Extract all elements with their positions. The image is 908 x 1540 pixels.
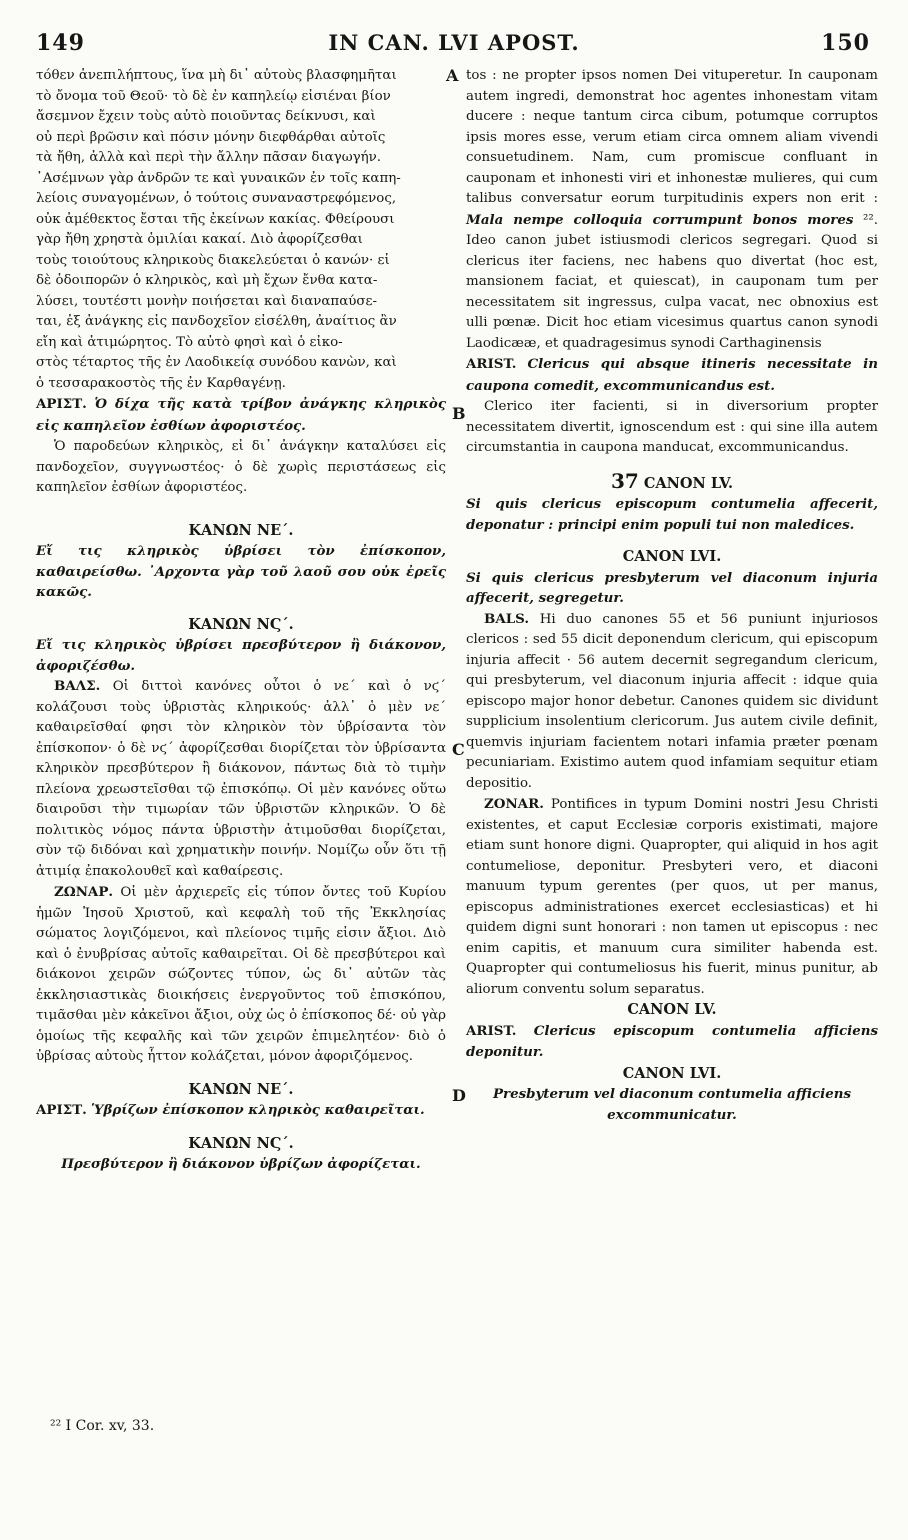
greek-summary-55-heading: ΚΑΝΩΝ ΝΕ΄. (188, 1080, 294, 1098)
greek-line: ἄσεμνον ἔχειν τοὺς αὐτὸ ποιοῦντας δείκνυσι, καὶ (36, 109, 376, 124)
greek-canon-55-heading: ΚΑΝΩΝ ΝΕ΄. (188, 521, 294, 539)
latin-arist-comment: Clerico iter facienti, si in diversorium propter necessitatem divertit, ignoscendum est : qui sine illa autem circumstantia in caupona manducat, excommunicandus. (466, 399, 878, 455)
greek-canon-55-text: Εἴ τις κληρικὸς ὑβρίσει τὸν ἐπίσκοπον, καθαιρείσθω. ᾽Αρχοντα γὰρ τοῦ λαοῦ σου οὐκ ἐρεῖς κακῶς. (36, 543, 446, 600)
bals-text: Hi duo canones 55 et 56 puniunt injuriosos clericos : sed 55 dicit deponendum clericum, qui episcopum injuria affecit · 56 autem decernit segregandum clericum, qui presbyterum, vel diaconum injuria affecit : idque quia episcopo major honor debetur. Canones quidem sic dividunt supplicium insolentium clericorum. Jus autem civile definit, quemvis injuriam facientem notari infamia præter pœnam pecuniariam. Existimo autem quod infamiam sequitur etiam depositio. (466, 611, 878, 791)
greek-line: οὐ περὶ βρῶσιν καὶ πόσιν μόνην διεφθάρθαι αὐτοῖς (36, 129, 386, 145)
margin-letter-d: D (452, 1086, 466, 1105)
latin-canon-55-heading (466, 468, 878, 495)
latin-balsamon-commentary (466, 609, 878, 795)
arist-label: ARIST. (466, 356, 517, 372)
page-number-right: 150 (821, 30, 870, 56)
footnote-ref: ²². (853, 212, 879, 228)
latin-intro-text: tos : ne propter ipsos nomen Dei vituperetur. In cauponam autem ingredi, demonstrat hoc agentes inhonestam vitam ducere : neque tantum circa cibum, potumque corruptos ipsis mores esse, verum etiam circa omnem aliam vivendi consuetudinem. Nam, cum promiscue confluant in cauponam et inhonesti viri et inhonestæ mulieres, qui cum talibus conversatur eorum turpitudinis expers non erit : (466, 68, 878, 206)
greek-line: εἴη καὶ ἀτιμώρητος. Τὸ αὐτὸ φησὶ καὶ ὁ εἰκο- (36, 334, 343, 350)
latin-zonaras-commentary (466, 794, 878, 1000)
greek-zonaras-commentary (36, 882, 446, 1068)
greek-column (36, 66, 446, 1175)
latin-canon-55-text: Si quis clericus episcopum contumelia affecerit, deponatur : principi enim populi tui non maledices. (466, 496, 878, 533)
running-header (0, 30, 908, 64)
greek-balsamon-commentary (36, 676, 446, 882)
marginal-number: 37 (610, 468, 639, 493)
latin-summary-55-heading: CANON LV. (627, 1001, 717, 1018)
greek-line: λείοις συναγομένων, ὁ τούτοις συναναστρεφόμενος, (36, 191, 397, 206)
greek-line: ται, ἐξ ἀνάγκης εἰς πανδοχεῖον εἰσέλθη, ἀναίτιος ἂν (36, 314, 397, 329)
greek-line: οὐκ ἀμέθεκτος ἔσται τῆς ἐκείνων κακίας. Φθείρουσι (36, 211, 395, 227)
arist-label: ΑΡΙΣΤ. (36, 1102, 87, 1118)
margin-letter-a: A (446, 66, 459, 85)
canon-title: CANON LV. (643, 474, 734, 492)
latin-canon-56-text: Si quis clericus presbyterum vel diaconum injuria affecerit, segregetur. (466, 569, 878, 606)
running-title: IN CAN. LVI APOST. (328, 30, 580, 55)
greek-line: γὰρ ἤθη χρηστὰ ὁμιλίαι κακαί. Διὸ ἀφορίζεσθαι (36, 232, 363, 247)
arist-text: Ὁ δίχα τῆς κατὰ τρίβον ἀνάγκης κληρικὸς εἰς καπηλεῖον ἐσθίων ἀφοριστέος. (36, 396, 447, 434)
margin-letter-c: C (452, 740, 465, 759)
zonar-label: ZONAR. (484, 796, 544, 812)
summary-text: Ὑβρίζων ἐπίσκοπον κληρικὸς καθαιρεῖται. (91, 1102, 425, 1118)
greek-line: τόθεν ἀνεπιλήπτους, ἵνα μὴ δι᾽ αὐτοὺς βλασφημῆται (36, 68, 397, 83)
footnote: ²² I Cor. xv, 33. (50, 1418, 155, 1434)
greek-line: τὰ ἤθη, ἀλλὰ καὶ περὶ τὴν ἄλλην πᾶσαν διαγωγήν. (36, 150, 382, 165)
greek-arist-summary (36, 394, 446, 437)
bals-text: Οἱ διττοὶ κανόνες οὗτοι ὁ νε΄ καὶ ὁ νϛ΄ κολάζουσι τοὺς ὑβριστὰς κληρικούς· ἀλλ᾽ ὁ μὲν νε΄ καθαιρεῖσθαί φησι τὸν κληρικὸν τὸν ὑβρίσαντα τὸν ἐπίσκοπον· ὁ δὲ νϛ΄ ἀφορίζεσθαι διορίζεται τὸν ὑβρίσαντα κληρικὸν πρεσβύτερον ἢ διάκονον, πάντως διὰ τὸ τιμὴν πλείονα χρεωστεῖσθαι τῷ ἐπισκόπῳ. Οἱ μὲν κανόνες οὕτω διαιροῦσι τὴν τιμωρίαν τῶν ὑβριστῶν κληρικῶν. Ὁ δὲ πολιτικὸς νόμος πάντα ὑβριστὴν ἀτιμοῦσθαι διορίζεται, σὺν τῷ διδόναι καὶ χρηματικὴν ποινήν. Νομίζω οὖν ὅτι τῇ ἀτιμίᾳ ἐπακολουθεῖ καὶ καθαίρεσις. (36, 679, 446, 879)
greek-line: δὲ ὁδοιπορῶν ὁ κληρικὸς, καὶ μὴ ἔχων ἔνθα κατα- (36, 273, 378, 288)
greek-line: τὸ ὄνομα τοῦ Θεοῦ· τὸ δὲ ἐν καπηλείῳ εἰσιέναι βίον (36, 88, 391, 104)
bals-label: BALS. (484, 610, 529, 627)
latin-column (466, 66, 878, 1125)
latin-summary-56: Presbyterum vel diaconum contumelia afficiens excommunicatur. (492, 1086, 852, 1123)
arist-label: ΑΡΙΣΤ. (36, 396, 87, 412)
zonar-text: Οἱ μὲν ἀρχιερεῖς εἰς τύπον ὄντες τοῦ Κυρίου ἡμῶν Ἰησοῦ Χριστοῦ, καὶ κεφαλὴ τοῦ τῆς Ἐκκλησίας σώματος λογιζόμενοι, καὶ πλείονος τιμῆς εἰσιν ἄξιοι. Διὸ καὶ ὁ ἐνυβρίσας αὐτοῖς καθαιρεῖται. Οἱ δὲ πρεσβύτεροι καὶ διάκονοι χειρῶν σώζοντες τύπον, ὡς δι᾽ αὐτῶν τὰς ἐκκλησιαστικὰς διοικήσεις ἐνεργοῦντος τοῦ ἐπισκόπου, τιμᾶσθαι μὲν κἀκεῖνοι ἄξιοι, οὐχ ὡς ὁ ἐπίσκοπος δέ· οὐ γὰρ ὁμοίως τῆς κεφαλῆς καὶ τῶν χειρῶν ἐπιμελητέον· διὸ ὁ ὑβρίσας αὐτοὺς ἧττον κολάζεται, μόνον ἀφοριζόμενος. (36, 885, 446, 1064)
zonar-label: ΖΩΝΑΡ. (54, 884, 114, 900)
greek-line: λύσει, τουτέστι μονὴν ποιήσεται καὶ διαναπαύσε- (36, 293, 378, 309)
zonar-text: Pontifices in typum Domini nostri Jesu Christi existentes, et caput Ecclesiæ corporis existimati, majore etiam sunt honore digni. Quapropter, qui aliquid in hos agit contumeliose, deponitur. Presbyteri vero, et diaconi manuum typum gerentes (per quos, ut per manus, episcopus administrationes exercet ecclesiasticas) et hi quidem digni sunt honorari : non tamen ut episcopus : nec enim capitis, et manuum cura similiter habenda est. Quapropter qui contumeliosus his fuerit, minus punitur, ab aliorum conventu solum separatus. (466, 797, 878, 997)
greek-canon-56-text: Εἴ τις κληρικὸς ὑβρίσει πρεσβύτερον ἢ διάκονον, ἀφοριζέσθω. (36, 637, 446, 674)
greek-line: στὸς τέταρτος τῆς ἐν Λαοδικείᾳ συνόδου κανὼν, καὶ (36, 355, 397, 370)
latin-quote: Mala nempe colloquia corrumpunt bonos mores (466, 211, 854, 228)
greek-line: τοὺς τοιούτους κληρικοὺς διακελεύεται ὁ κανών· εἰ (36, 252, 390, 268)
greek-intro (36, 66, 446, 394)
greek-line: ᾽Ασέμνων γὰρ ἀνδρῶν τε καὶ γυναικῶν ἐν τοῖς καπη- (36, 170, 401, 186)
greek-summary-56-heading: ΚΑΝΩΝ ΝϚ΄. (188, 1134, 294, 1152)
summary-text: Clericus episcopum contumelia afficiens deponitur. (466, 1022, 878, 1060)
latin-summary-55 (466, 1021, 878, 1064)
latin-arist-summary (466, 354, 878, 397)
greek-summary-55 (36, 1100, 446, 1122)
greek-line: ὁ τεσσαρακοστὸς τῆς ἐν Καρθαγένῃ. (36, 375, 286, 391)
margin-letter-b: B (452, 404, 466, 423)
latin-intro (466, 66, 878, 354)
greek-canon-56-heading: ΚΑΝΩΝ ΝϚ΄. (188, 615, 294, 633)
page-number-left: 149 (36, 30, 85, 56)
arist-label: ARIST. (466, 1022, 517, 1039)
latin-summary-56-heading: CANON LVI. (622, 1064, 722, 1082)
latin-intro-text-2: Ideo canon jubet istiusmodi clericos segregari. Quod si clericus iter faciens, nec habens quo divertat (hoc est, mansionem faciat, et quiescat), in cauponam tum per necessitatem sit ingressus, culpa vacat, nec obnoxius est ulli pœnæ. Dicit hoc etiam vicesimus quartus canon synodi Laodicææ, et quadragesimus synodi Carthaginensis (466, 233, 878, 351)
arist-text: Clericus qui absque itineris necessitate in caupona comedit, excommunicandus est. (466, 356, 878, 394)
greek-arist-comment: Ὁ παροδεύων κληρικὸς, εἰ δι᾽ ἀνάγκην καταλύσει εἰς πανδοχεῖον, συγγνωστέος· ὁ δὲ χωρὶς περιστάσεως εἰς καπηλεῖον ἐσθίων ἀφοριστέος. (36, 439, 446, 495)
bals-label: ΒΑΛΣ. (54, 678, 101, 694)
greek-summary-56: Πρεσβύτερον ἢ διάκονον ὑβρίζων ἀφορίζεται. (61, 1156, 421, 1172)
latin-canon-56-heading: CANON LVI. (622, 548, 722, 565)
